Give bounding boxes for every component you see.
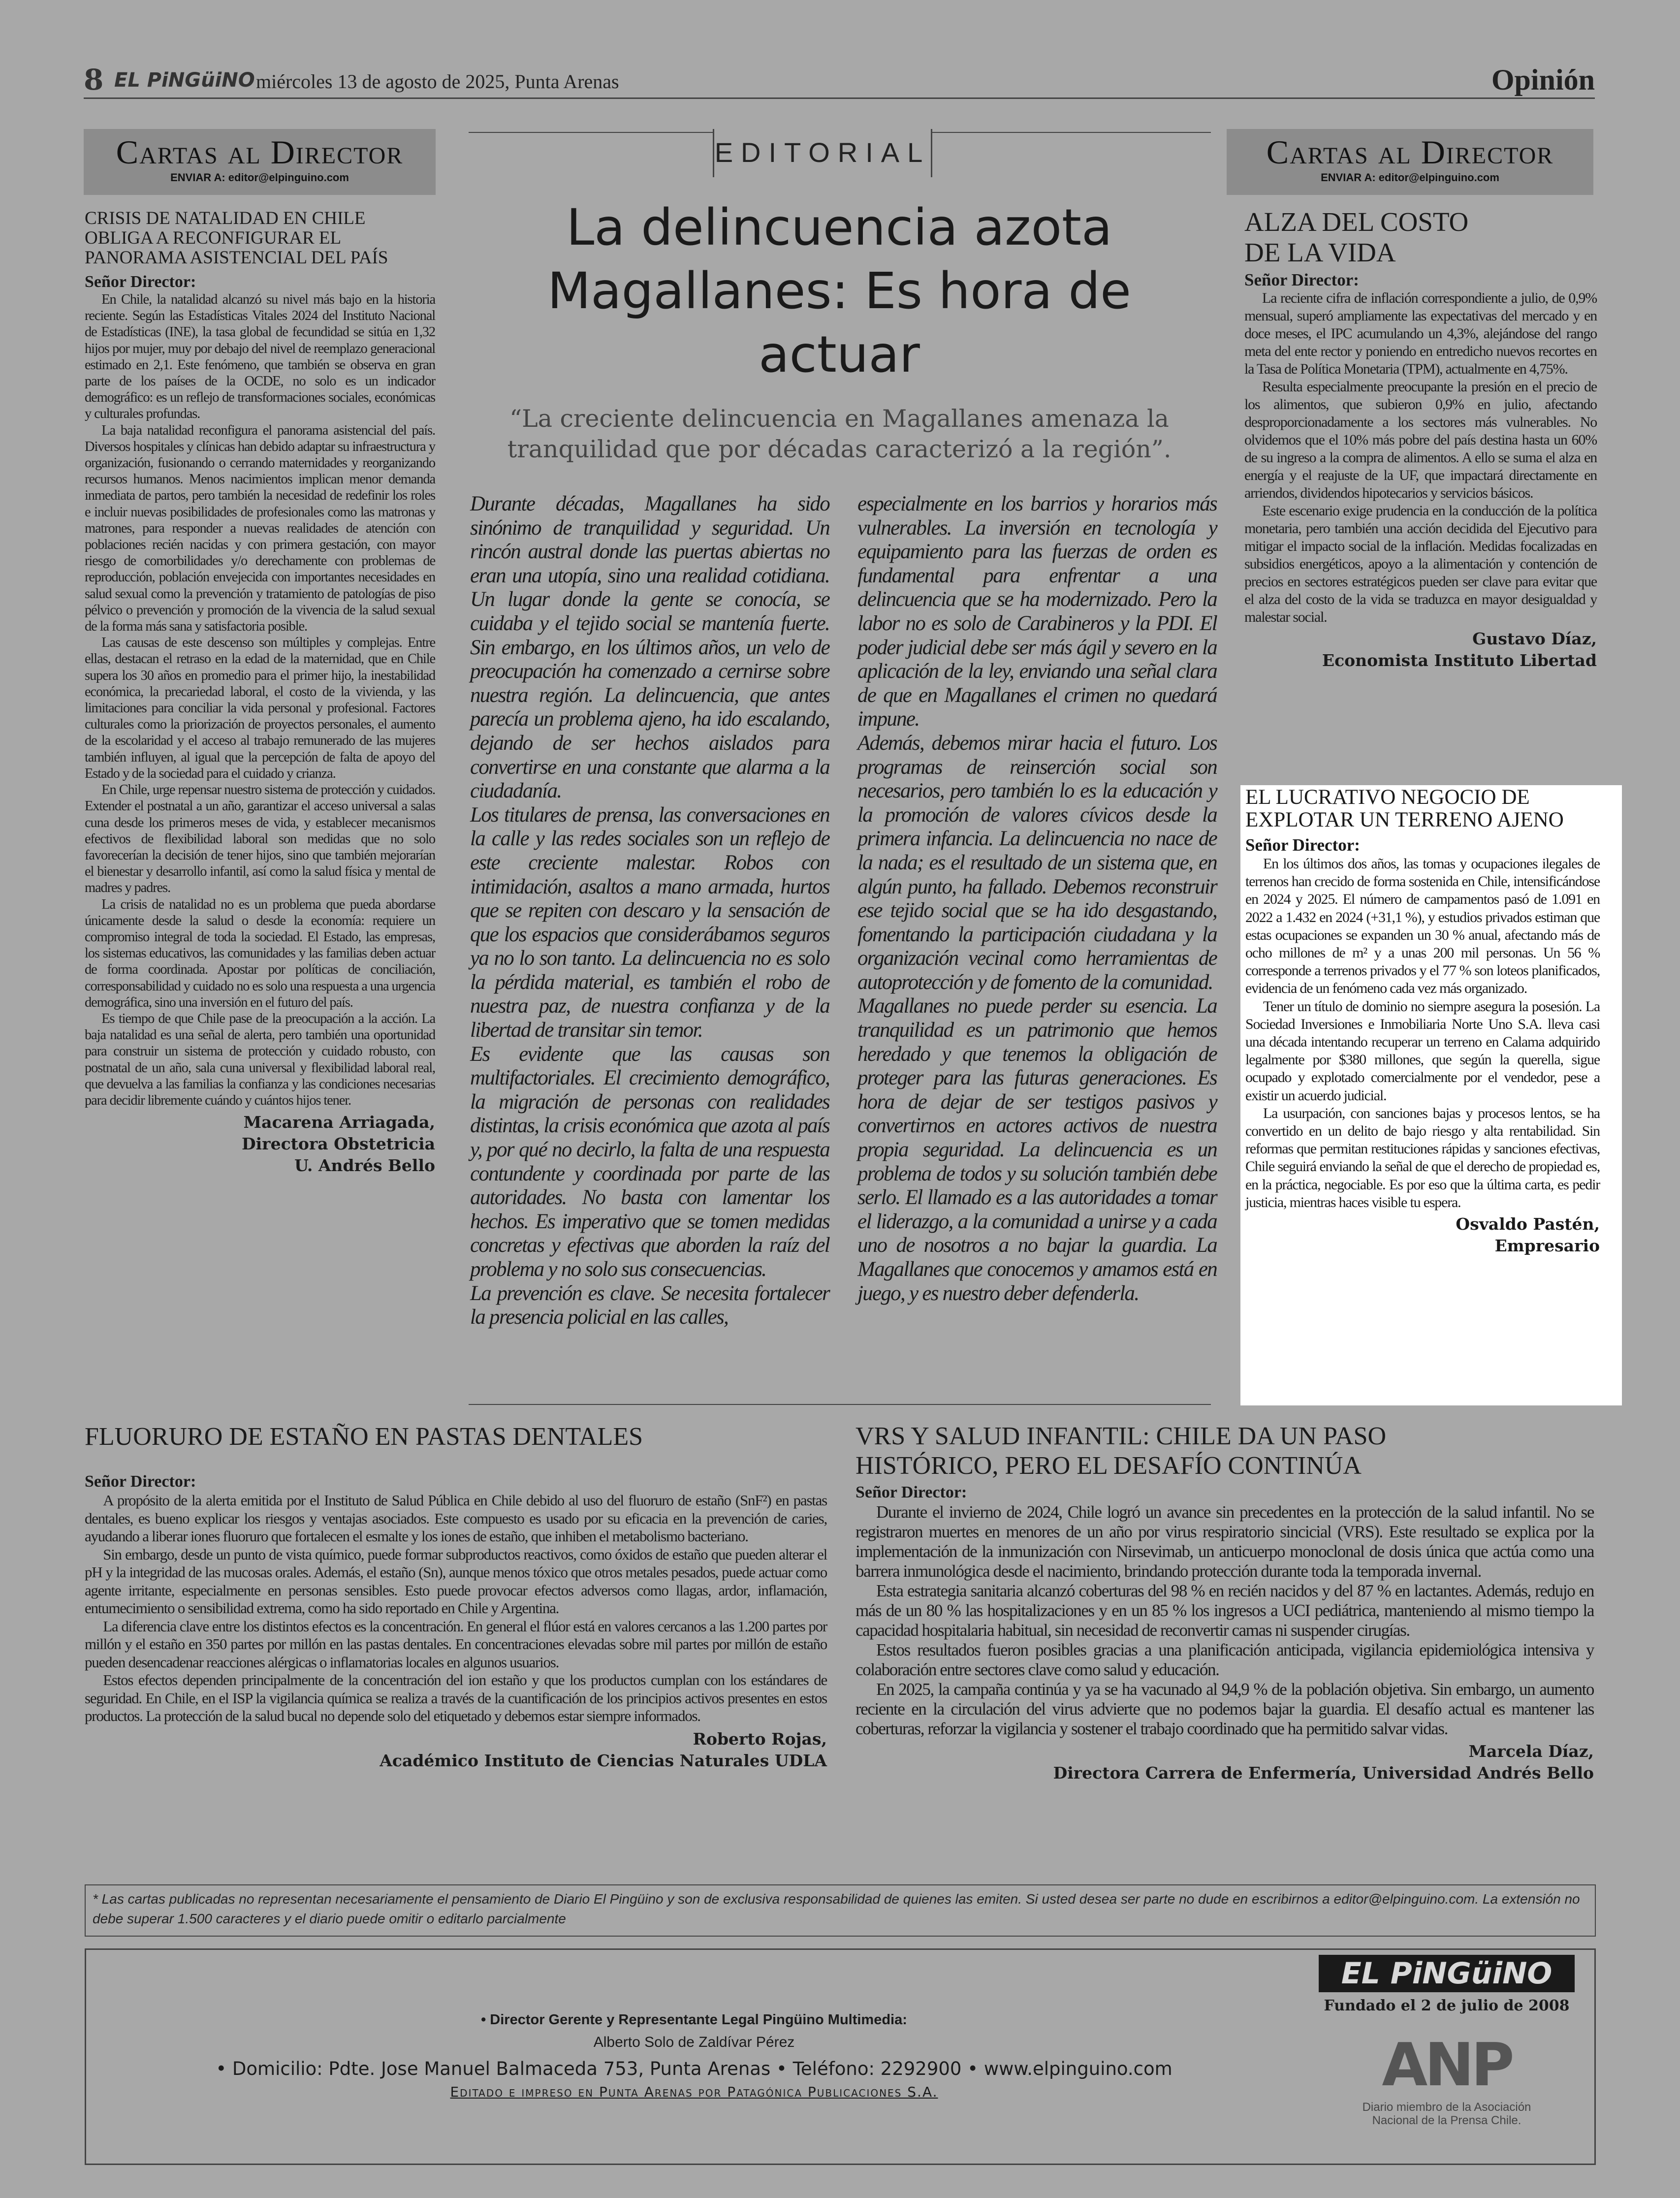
signature-line: Osvaldo Pastén, [1456, 1214, 1600, 1234]
paragraph: Es tiempo de que Chile pase de la preocupación a la acción. La baja natalidad es una señal de alerta, pero también una oportunidad para construir un sistema de protección y cuidado robusto, con postnatal de un año, sala cuna universal y flexibilidad laboral real, que devuelva a las familias la confianza y las condiciones necesarias para decidir libremente cuándo y cuántos hijos tener. [85, 1011, 435, 1108]
letter-signature [85, 1112, 435, 1177]
paragraph: En Chile, la natalidad alcanzó su nivel más bajo en la historia reciente. Según las Estadísticas Vitales 2024 del Instituto Nacional de Estadísticas (INE), la tasa global de fecundidad se sitúa en 1,32 hijos por mujer, muy por debajo del nivel de reemplazo generacional estimado en 2,1. Este fenómeno, que también se observa en gran parte de los países de la OCDE, no solo es un indicador demográfico: es un reflejo de transformaciones sociales, económicas y culturales profundas. [85, 292, 435, 422]
signature-line: Gustavo Díaz, [1472, 629, 1597, 648]
address-line: • Domicilio: Pdte. Jose Manuel Balmaceda 753, Punta Arenas • Teléfono: 2292900 • www.elpinguino.com [216, 2058, 1173, 2079]
banner-email: ENVIAR A: editor@elpinguino.com [1321, 171, 1499, 184]
paragraph: Este escenario exige prudencia en la conducción de la política monetaria, pero también una acción decidida del Ejecutivo para mitigar el impacto social de la inflación. Medidas focalizadas en subsidios energéticos, apoyo a la alimentación y contención de precios en sectores estratégicos pueden ser clave para evitar que el alza del costo de la vida se traduzca en mayor desigualdad y malestar social. [1244, 503, 1597, 625]
paragraph: Además, debemos mirar hacia el futuro. Los programas de reinserción social son necesarios, pero también lo es la educación y la promoción de valores cívicos desde la primera infancia. La delincuencia no nace de la nada; es el resultado de un sistema que, en algún punto, ha fallado. Debemos reconstruir ese tejido social que se ha ido desgastando, fomentando la participación ciudadana y la organización vecinal como herramientas de autoprotección y de fomento de la comunidad. [857, 731, 1217, 994]
paragraph: Magallanes no puede perder su esencia. La tranquilidad es un patrimonio que hemos heredado y que tenemos la obligación de proteger para las futuras generaciones. Es hora de dejar de ser testigos pasivos y convertirnos en actores activos de nuestra propia seguridad. La delincuencia es un problema de todos y su solución también debe serlo. El llamado es a las autoridades a tomar el liderazgo, a la comunidad a unirse y a cada uno de nosotros a no bajar la guardia. La Magallanes que conocemos y amamos está en juego, y es nuestro deber defenderla. [857, 994, 1217, 1305]
paragraph: En los últimos dos años, las tomas y ocupaciones ilegales de terrenos han crecido de forma sostenida en Chile, intensificándose en 2024 y 2025. El número de campamentos pasó de 1.091 en 2022 a 1.432 en 2024 (+31,1 %), y estudios privados estiman que estas ocupaciones se expanden un 30 % anual, afectando más de ocho millones de m² y a unas 200 mil personas. Un 56 % corresponde a terrenos privados y el 77 % son loteos planificados, evidencia de un fenómeno cada vez más organizado. [1245, 856, 1600, 997]
paragraph: Sin embargo, desde un punto de vista químico, puede formar subproductos reactivos, como óxidos de estaño que pueden alterar el pH y la integridad de las mucosas orales. Además, el estaño (Sn), aunque menos tóxico que otros metales pesados, puede actuar como agente irritante, especialmente en personas sensibles. Esto puede provocar efectos adversos como llagas, ardor, inflamación, entumecimiento o sensibilidad extrema, como ha sido reportado en Chile y Argentina. [85, 1545, 827, 1617]
section-name: Opinión [1491, 64, 1595, 96]
anp-logo-mark: ANP [1382, 2031, 1512, 2100]
paragraph: La crisis de natalidad no es un problema que pueda abordarse únicamente desde la salud o desde la economía: requiere un compromiso integral de toda la sociedad. El Estado, las empresas, los sistemas educativos, las comunidades y las familias deben actuar de forma coordinada. Apostar por políticas de conciliación, corresponsabilidad y cuidado no es solo una respuesta a una urgencia demográfica, sino una inversión en el futuro del país. [85, 896, 435, 1010]
letter-body [1244, 289, 1597, 626]
brand-name: EL PiNGüiNO [114, 69, 255, 92]
paragraph: La diferencia clave entre los distintos efectos es la concentración. En general el flúor está en valores cercanos a las 1.200 partes por millón y el estaño en 350 partes por millón en las pastas dentales. En concentraciones elevadas sobre mil partes por millón de estaño pueden desencadenar reacciones alérgicas o inflamatorias locales en algunos usuarios. [85, 1617, 827, 1671]
footer-box [85, 1948, 1596, 2165]
paragraph: Tener un título de dominio no siempre asegura la posesión. La Sociedad Inversiones e Inmobiliaria Norte Uno S.A. lleva casi una década intentando recuperar un terreno en Calama adquirido legalmente por $380 millones, que según la querella, sigue ocupado y explotado comercialmente por el vendedor, pese a existir un acuerdo judicial. [1245, 998, 1600, 1104]
letters-banner-right [1227, 129, 1593, 195]
paragraph: Durante el invierno de 2024, Chile logró un avance sin precedentes en la protección de la salud infantil. No se registraron muertes en menores de un año por virus respiratorio sincicial (VRS). Este resultado se explica por la implementación de la inmunización con Nirsevimab, un anticuerpo monoclonal de dosis única que actúa como una barrera inmunológica desde el nacimiento, brindando protección durante toda la temporada invernal. [856, 1502, 1594, 1581]
signature-line: Roberto Rojas, [693, 1729, 827, 1749]
paragraph: Es evidente que las causas son multifactoriales. El crecimiento demográfico, la migración de personas con realidades distintas, la crisis económica que azota al país y, por qué no decirlo, la falta de una respuesta contundente y coordinada por parte de las autoridades. No basta con lamentar los hechos. Es imperativo que se tomen medidas concretas y efectivas que aborden la raíz del problema y no solo sus consecuencias. [470, 1042, 829, 1281]
paragraph: Esta estrategia sanitaria alcanzó coberturas del 98 % en recién nacidos y del 87 % en lactantes. Además, redujo en más de un 80 % las hospitalizaciones y en un 85 % los ingresos a UCI pediátrica, manteniendo al mismo tiempo la capacidad hospitalaria habitual, sin necesidad de reconvertir camas ni suspender cirugías. [856, 1581, 1594, 1640]
letter-body [1245, 855, 1600, 1211]
paragraph: Las causas de este descenso son múltiples y complejas. Entre ellas, destacan el retraso en la edad de la maternidad, que en Chile supera los 30 años en promedio para el primer hijo, la inestabilidad económica, la precariedad laboral, el costo de la vivienda, y las limitaciones para conciliar la vida personal y profesional. Factores culturales como la priorización de proyectos personales, el aumento de la escolaridad y el acceso al trabajo remunerado de las mujeres también influyen, al igual que la percepción de falta de apoyo del Estado y de la sociedad para el cuidado y crianza. [85, 635, 435, 781]
letter-headline: VRS Y SALUD INFANTIL: CHILE DA UN PASO HISTÓRICO, PERO EL DESAFÍO CONTINÚA [856, 1422, 1387, 1480]
letter-body [85, 1492, 827, 1725]
signature-line: Macarena Arriagada, [243, 1113, 435, 1132]
letter-headline: EL LUCRATIVO NEGOCIO DE EXPLOTAR UN TERRENO AJENO [1245, 786, 1564, 831]
letter-body [856, 1502, 1594, 1739]
signature-line: Académico Instituto de Ciencias Naturales UDLA [380, 1751, 827, 1770]
letter-salutation: Señor Director: [85, 1472, 196, 1491]
editorial-column-2 [857, 492, 1217, 1306]
edited-line: Editado e impreso en Punta Arenas por Patagónica Publicaciones S.A. [450, 2084, 938, 2100]
banner-title: Cartas al Director [116, 133, 404, 171]
letter-headline: CRISIS DE NATALIDAD EN CHILE OBLIGA A RECONFIGURAR EL PANORAMA ASISTENCIAL DEL PAÍS [85, 208, 388, 268]
editorial-pull-quote: “La creciente delincuencia en Magallanes amenaza la tranquilidad que por décadas caracterizó a la región”. [507, 405, 1172, 463]
signature-line: Marcela Díaz, [1468, 1742, 1594, 1761]
paragraph: especialmente en los barrios y horarios más vulnerables. La inversión en tecnología y equipamiento para las fuerzas de orden es fundamental para enfrentar a una delincuencia que se ha modernizado. Pero la labor no es solo de Carabineros y la PDI. El poder judicial debe ser más ágil y severo en la aplicación de la ley, enviando una señal clara de que en Magallanes el crimen no quedará impune. [857, 492, 1217, 731]
editorial-label: EDITORIAL [714, 137, 931, 168]
disclaimer-box [85, 1884, 1596, 1937]
letter-salutation: Señor Director: [85, 273, 196, 291]
page-header [84, 63, 1595, 99]
letter-salutation: Señor Director: [856, 1483, 967, 1501]
paragraph: La usurpación, con sanciones bajas y procesos lentos, se ha convertido en un delito de bajo riesgo y alta rentabilidad. Sin reformas que permitan restituciones rápidas y sanciones efectivas, Chile seguirá enviando la señal de que el derecho de propiedad es, en la práctica, negociable. Es por eso que la última carta, es pedir justicia, mientras haces visible tu espera. [1245, 1105, 1600, 1210]
letter-signature [1244, 628, 1597, 671]
page-number: 8 [84, 63, 104, 96]
editorial-headline: La delincuencia azota Magallanes: Es hora de actuar [547, 198, 1131, 384]
anp-caption: Diario miembro de la Asociación Nacional de la Prensa Chile. [1362, 2101, 1531, 2127]
banner-title: Cartas al Director [1266, 133, 1554, 171]
founded-line: Fundado el 2 de julio de 2008 [1324, 1997, 1570, 2014]
signature-line: Directora Carrera de Enfermería, Universidad Andrés Bello [1053, 1763, 1594, 1783]
footer-credits [86, 2009, 1302, 2101]
paragraph: Estos resultados fueron posibles gracias a una planificación anticipada, vigilancia epidemiológica intensiva y colaboración entre sectores clave como salud y educación. [856, 1640, 1594, 1679]
letter-headline: FLUORURO DE ESTAÑO EN PASTAS DENTALES [85, 1423, 643, 1451]
signature-line: Economista Instituto Libertad [1322, 651, 1597, 670]
paragraph: La prevención es clave. Se necesita fortalecer la presencia policial en las calles, [470, 1281, 829, 1329]
signature-line: Empresario [1494, 1236, 1600, 1256]
footer-logo: EL PiNGüiNO [1341, 1956, 1553, 1991]
letter-fluoruro [85, 1422, 827, 1772]
paragraph: En 2025, la campaña continúa y ya se ha vacunado al 94,9 % de la población objetiva. Sin embargo, un aumento reciente en la circulación del virus advierte que no podemos bajar la guardia. El desafío actual es mantener las coberturas, reforzar la vigilancia y sostener el trabajo coordinado que ha permitido salvar vidas. [856, 1680, 1594, 1738]
letter-terreno-ajeno [1240, 785, 1622, 1405]
date-line: miércoles 13 de agosto de 2025, Punta Arenas [256, 70, 619, 93]
signature-line: Directora Obstetricia [242, 1134, 435, 1154]
footer-logo-box [1319, 1955, 1575, 1992]
banner-email: ENVIAR A: editor@elpinguino.com [170, 171, 349, 184]
letter-costo-vida [1244, 207, 1597, 671]
disclaimer-text: * Las cartas publicadas no representan necesariamente el pensamiento de Diario El Pingüino y son de exclusiva responsabilidad de quienes las emiten. Si usted desea ser parte no dude en escribirnos a editor@elpinguino.com. La extensión no debe superar 1.500 caracteres y el diario puede omitir o editarlo parcialmente [93, 1891, 1580, 1926]
paragraph: La baja natalidad reconfigura el panorama asistencial del país. Diversos hospitales y clínicas han debido adaptar su infraestructura y organización, fusionando o cerrando maternidades y reorganizando recursos humanos. Menos nacimientos implican menor demanda inmediata de partos, pero también la necesidad de redefinir los roles e incluir nuevas posibilidades de profesionales como las matronas y matrones, para responder a nuevas realidades de atención con poblaciones recién nacidas y con primera gestación, con mayor riesgo de comorbilidades y/o derechamente con problemas de reproducción, población envejecida con importantes necesidades en salud sexual como la prevención y tratamiento de patologías de piso pélvico o prevención y promoción de la vivencia de la salud sexual de la forma más sana y satisfactoria posible. [85, 422, 435, 635]
paragraph: La reciente cifra de inflación correspondiente a julio, de 0,9% mensual, superó ampliamente las expectativas del mercado y en doce meses, el IPC acumulando un 4,3%, alejándose del rango meta del ente rector y poniendo en entredicho nuevos recortes en la Tasa de Política Monetaria (TPM), actualmente en 4,75%. [1244, 290, 1597, 377]
letter-signature [85, 1728, 827, 1772]
letters-banner-left [84, 129, 436, 195]
paragraph: Estos efectos dependen principalmente de la concentración del ion estaño y que los productos cumplan con los estándares de seguridad. En Chile, en el ISP la vigilancia química se realiza a través de la cuantificación de los principios activos presentes en estos productos. La protección de la salud bucal no depende solo del etiquetado y debemos estar siempre informados. [85, 1671, 827, 1724]
letter-headline: ALZA DEL COSTO DE LA VIDA [1244, 207, 1469, 267]
editorial-column-1 [470, 492, 829, 1330]
letter-body [85, 291, 435, 1109]
director-name: Alberto Solo de Zaldívar Pérez [593, 2034, 795, 2050]
letter-natalidad [85, 209, 435, 1177]
paragraph: En Chile, urge repensar nuestro sistema de protección y cuidados. Extender el postnatal a un año, garantizar el acceso universal a salas cuna desde los primeros meses de vida, y establecer mecanismos efectivos de flexibilidad laboral son medidas que no solo favorecerían la decisión de tener hijos, sino que también mejorarían el bienestar y desarrollo infantil, así como la salud física y mental de madres y padres. [85, 782, 435, 896]
anp-logo [1343, 2031, 1550, 2152]
letter-signature [856, 1741, 1594, 1784]
paragraph: Los titulares de prensa, las conversaciones en la calle y las redes sociales son un reflejo de este creciente malestar. Robos con intimidación, asaltos a mano armada, hurtos que se repiten con descaro y la sensación de que los espacios que considerábamos seguros ya no lo son tanto. La delincuencia no es solo la pérdida material, es también el robo de nuestra paz, de nuestra confianza y de la libertad de transitar sin temor. [470, 803, 829, 1042]
editorial-label-box [713, 129, 932, 177]
signature-line: U. Andrés Bello [294, 1156, 435, 1176]
letter-signature [1245, 1213, 1600, 1257]
paragraph: Resulta especialmente preocupante la presión en el precio de los alimentos, que subieron 0,9% en julio, afectando desproporcionadamente a los sectores más vulnerables. No olvidemos que el 10% más pobre del país destina hasta un 60% de su ingreso a la compra de alimentos. A ello se suma el alza en energía y el reajuste de la UF, que impactará directamente en arriendos, dividendos hipotecarios y servicios básicos. [1244, 379, 1597, 501]
director-label: • Director Gerente y Representante Legal Pingüino Multimedia: [481, 2012, 907, 2028]
paragraph: Durante décadas, Magallanes ha sido sinónimo de tranquilidad y seguridad. Un rincón austral donde las puertas abiertas no eran una utopía, sino una realidad cotidiana. Un lugar donde la gente se conocía, se cuidaba y el tejido social se mantenía fuerte. Sin embargo, en los últimos años, un velo de preocupación ha comenzado a cernirse sobre nuestra región. La delincuencia, que antes parecía un problema ajeno, ha ido escalando, dejando de ser hechos aislados para convertirse en una constante que alarma a la ciudadanía. [470, 492, 829, 803]
letter-salutation: Señor Director: [1244, 270, 1359, 289]
letter-salutation: Señor Director: [1245, 835, 1360, 855]
letter-vrs [856, 1422, 1594, 1784]
paragraph: A propósito de la alerta emitida por el Instituto de Salud Pública en Chile debido al uso del fluoruro de estaño (SnF²) en pastas dentales, es bueno explicar los riesgos y ventajas asociados. Este compuesto es usado por su eficacia en la prevención de caries, ayudando a liberar iones fluoruro que fortalecen el esmalte y los iones de estaño, que inhiben el metabolismo bacteriano. [85, 1492, 827, 1545]
